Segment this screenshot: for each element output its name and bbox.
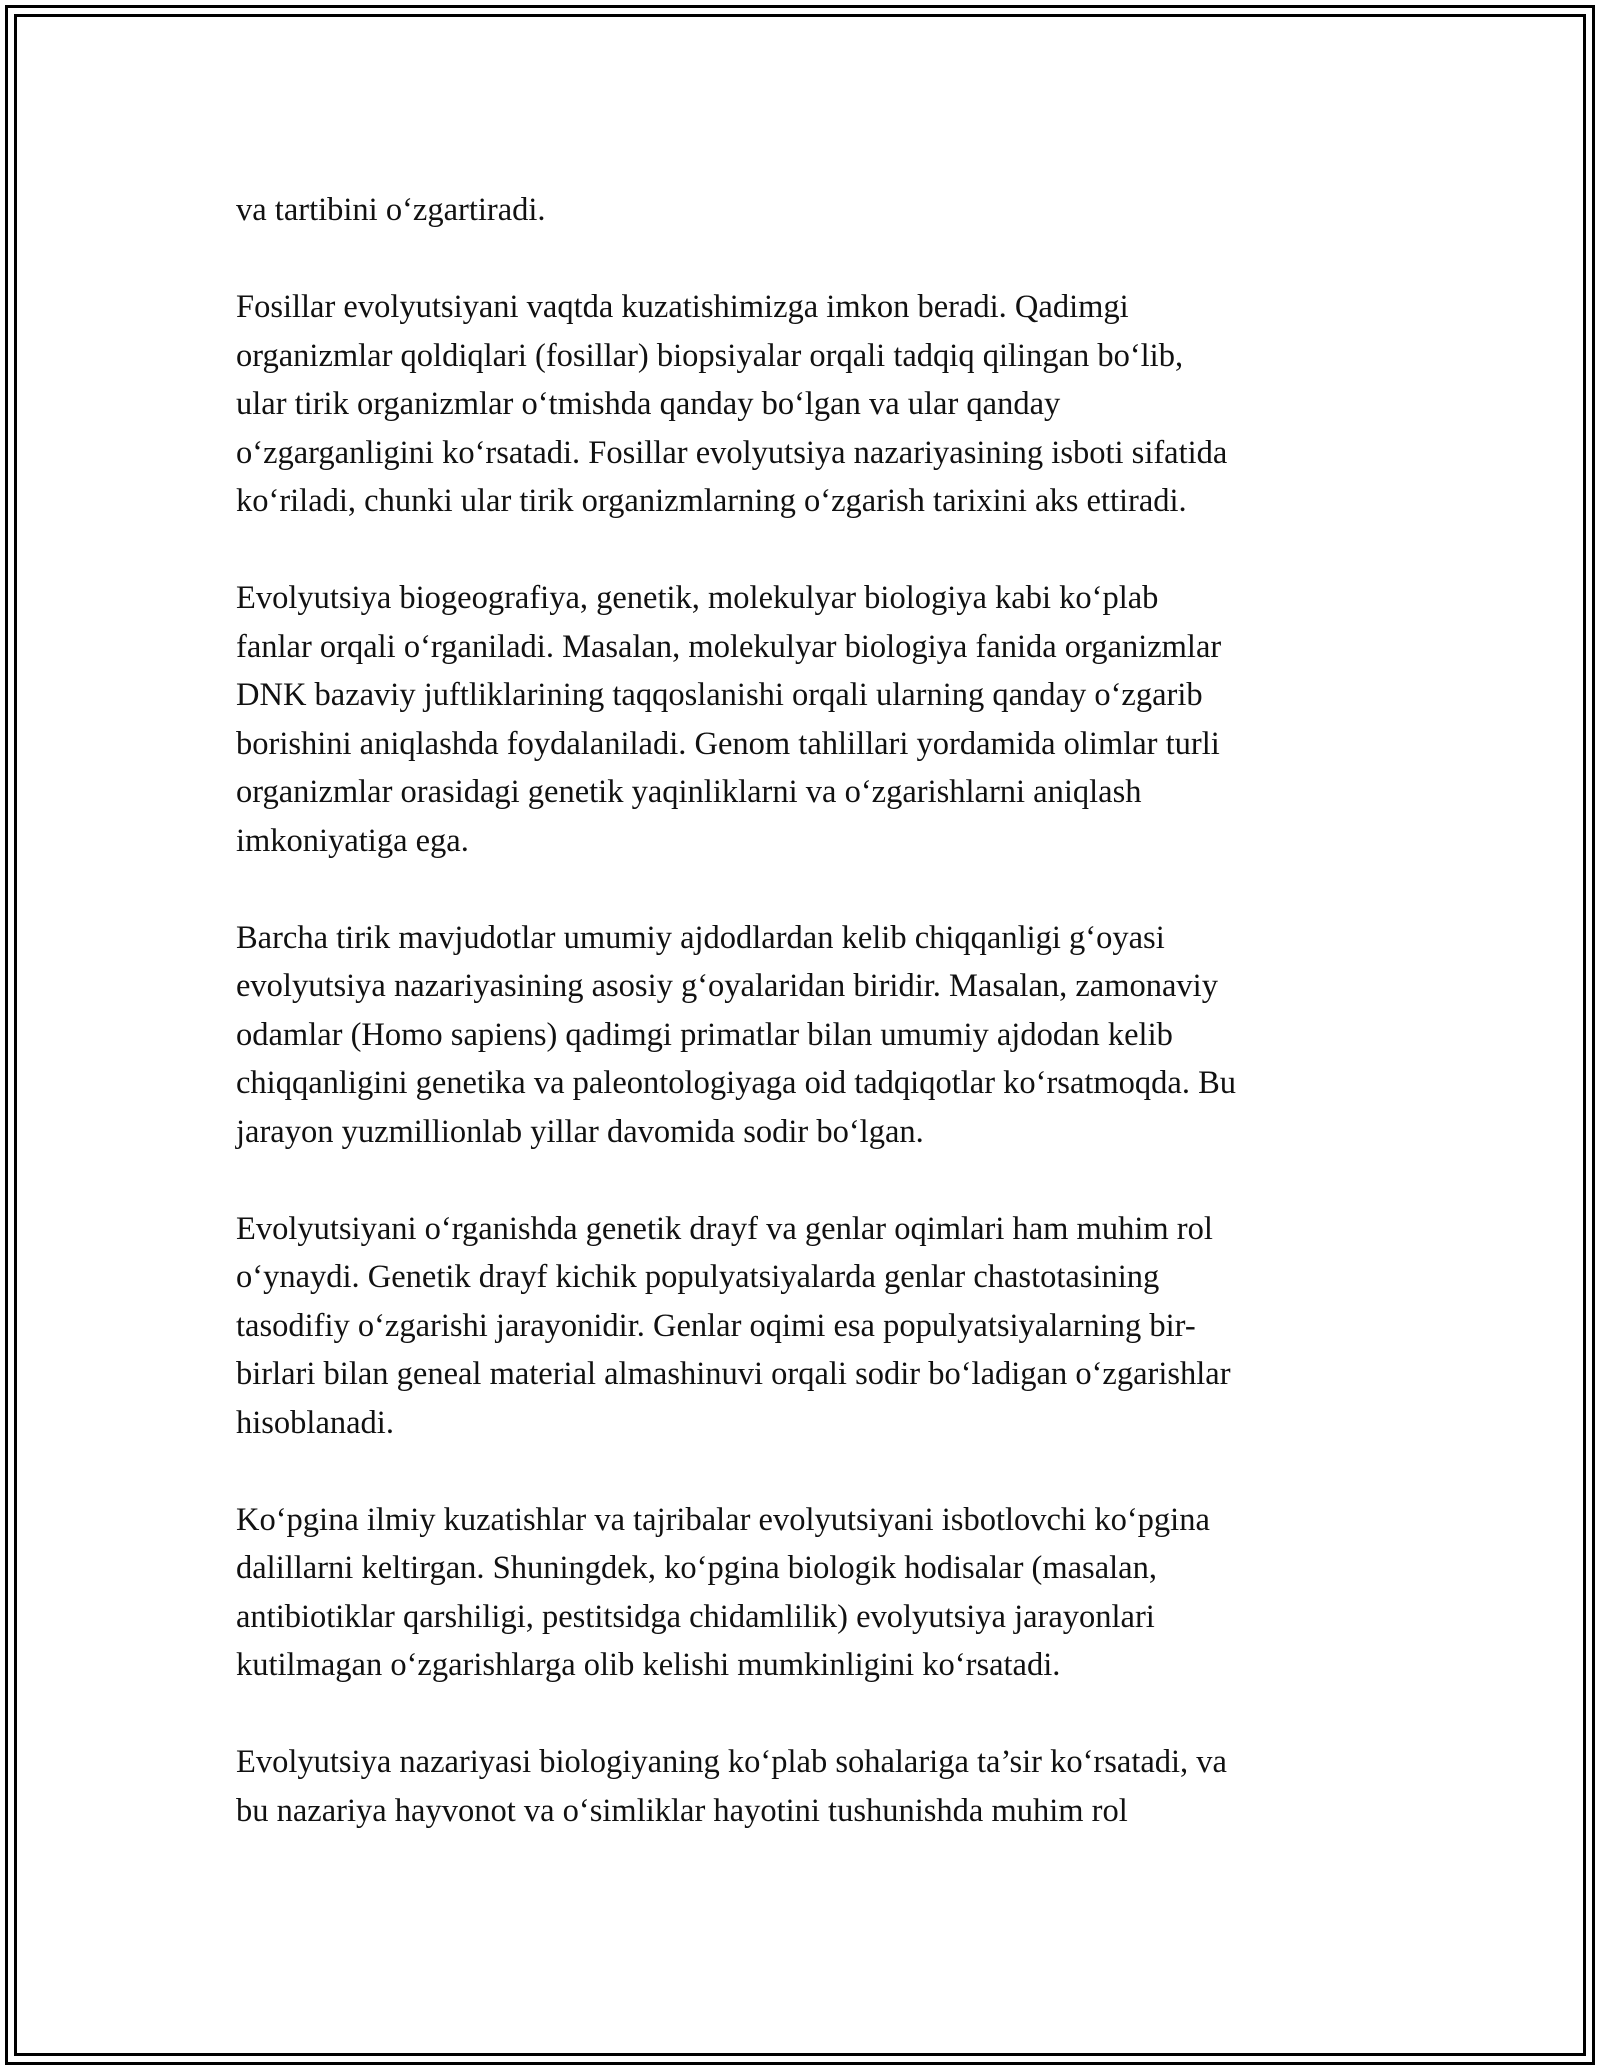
paragraph: Evolyutsiya biogeografiya, genetik, molekulyar biologiya kabi ko‘plab fanlar orqali o‘rganiladi. Masalan, molekulyar biologiya fanida organizmlar DNK bazaviy juftliklarining taqqoslanishi orqali ularning qanday o‘zgarib borishini aniqlashda foydalaniladi. Genom tahlillari yordamida olimlar turli organizmlar orasidagi genetik yaqinliklarni va o‘zgarishlarni aniqlash imkoniyatiga ega. — [236, 580, 1222, 859]
document-body — [236, 186, 1376, 1884]
paragraph: Barcha tirik mavjudotlar umumiy ajdodlardan kelib chiqqanligi g‘oyasi evolyutsiya nazariyasining asosiy g‘oyalaridan biridir. Masalan, zamonaviy odamlar (Homo sapiens) qadimgi primatlar bilan umumiy ajdodan kelib chiqqanligini genetika va paleontologiyaga oid tadqiqotlar ko‘rsatmoqda. Bu jarayon yuzmillionlab yillar davomida sodir bo‘lgan. — [236, 919, 1237, 1150]
paragraph: Fosillar evolyutsiyani vaqtda kuzatishimizga imkon beradi. Qadimgi organizmlar qoldiqlari (fosillar) biopsiyalar orqali tadqiq qilingan bo‘lib, ular tirik organizmlar o‘tmishda qanday bo‘lgan va ular qanday o‘zgarganligini ko‘rsatadi. Fosillar evolyutsiya nazariyasining isboti sifatida ko‘riladi, chunki ular tirik organizmlarning o‘zgarish tarixini aks ettiradi. — [236, 289, 1228, 519]
paragraph: Evolyutsiyani o‘rganishda genetik drayf va genlar oqimlari ham muhim rol o‘ynaydi. Genetik drayf kichik populyatsiyalarda genlar chastotasining tasodifiy o‘zgarishi jarayonidir. Genlar oqimi esa populyatsiyalarning bir- birlari bilan geneal material almashinuvi orqali sodir bo‘ladigan o‘zgarishlar hisoblanadi. — [236, 1210, 1231, 1441]
paragraph: Evolyutsiya nazariyasi biologiyaning ko‘plab sohalariga ta’sir ko‘rsatadi, va bu nazariya hayvonot va o‘simliklar hayotini tushunishda muhim rol — [236, 1744, 1227, 1829]
paragraph: Ko‘pgina ilmiy kuzatishlar va tajribalar evolyutsiyani isbotlovchi ko‘pgina dalillarni keltirgan. Shuningdek, ko‘pgina biologik hodisalar (masalan, antibiotiklar qarshiligi, pestitsidga chidamlilik) evolyutsiya jarayonlari kutilmagan o‘zgarishlarga olib kelishi mumkinligini ko‘rsatadi. — [236, 1501, 1210, 1683]
paragraph: va tartibini o‘zgartiradi. — [236, 192, 546, 228]
